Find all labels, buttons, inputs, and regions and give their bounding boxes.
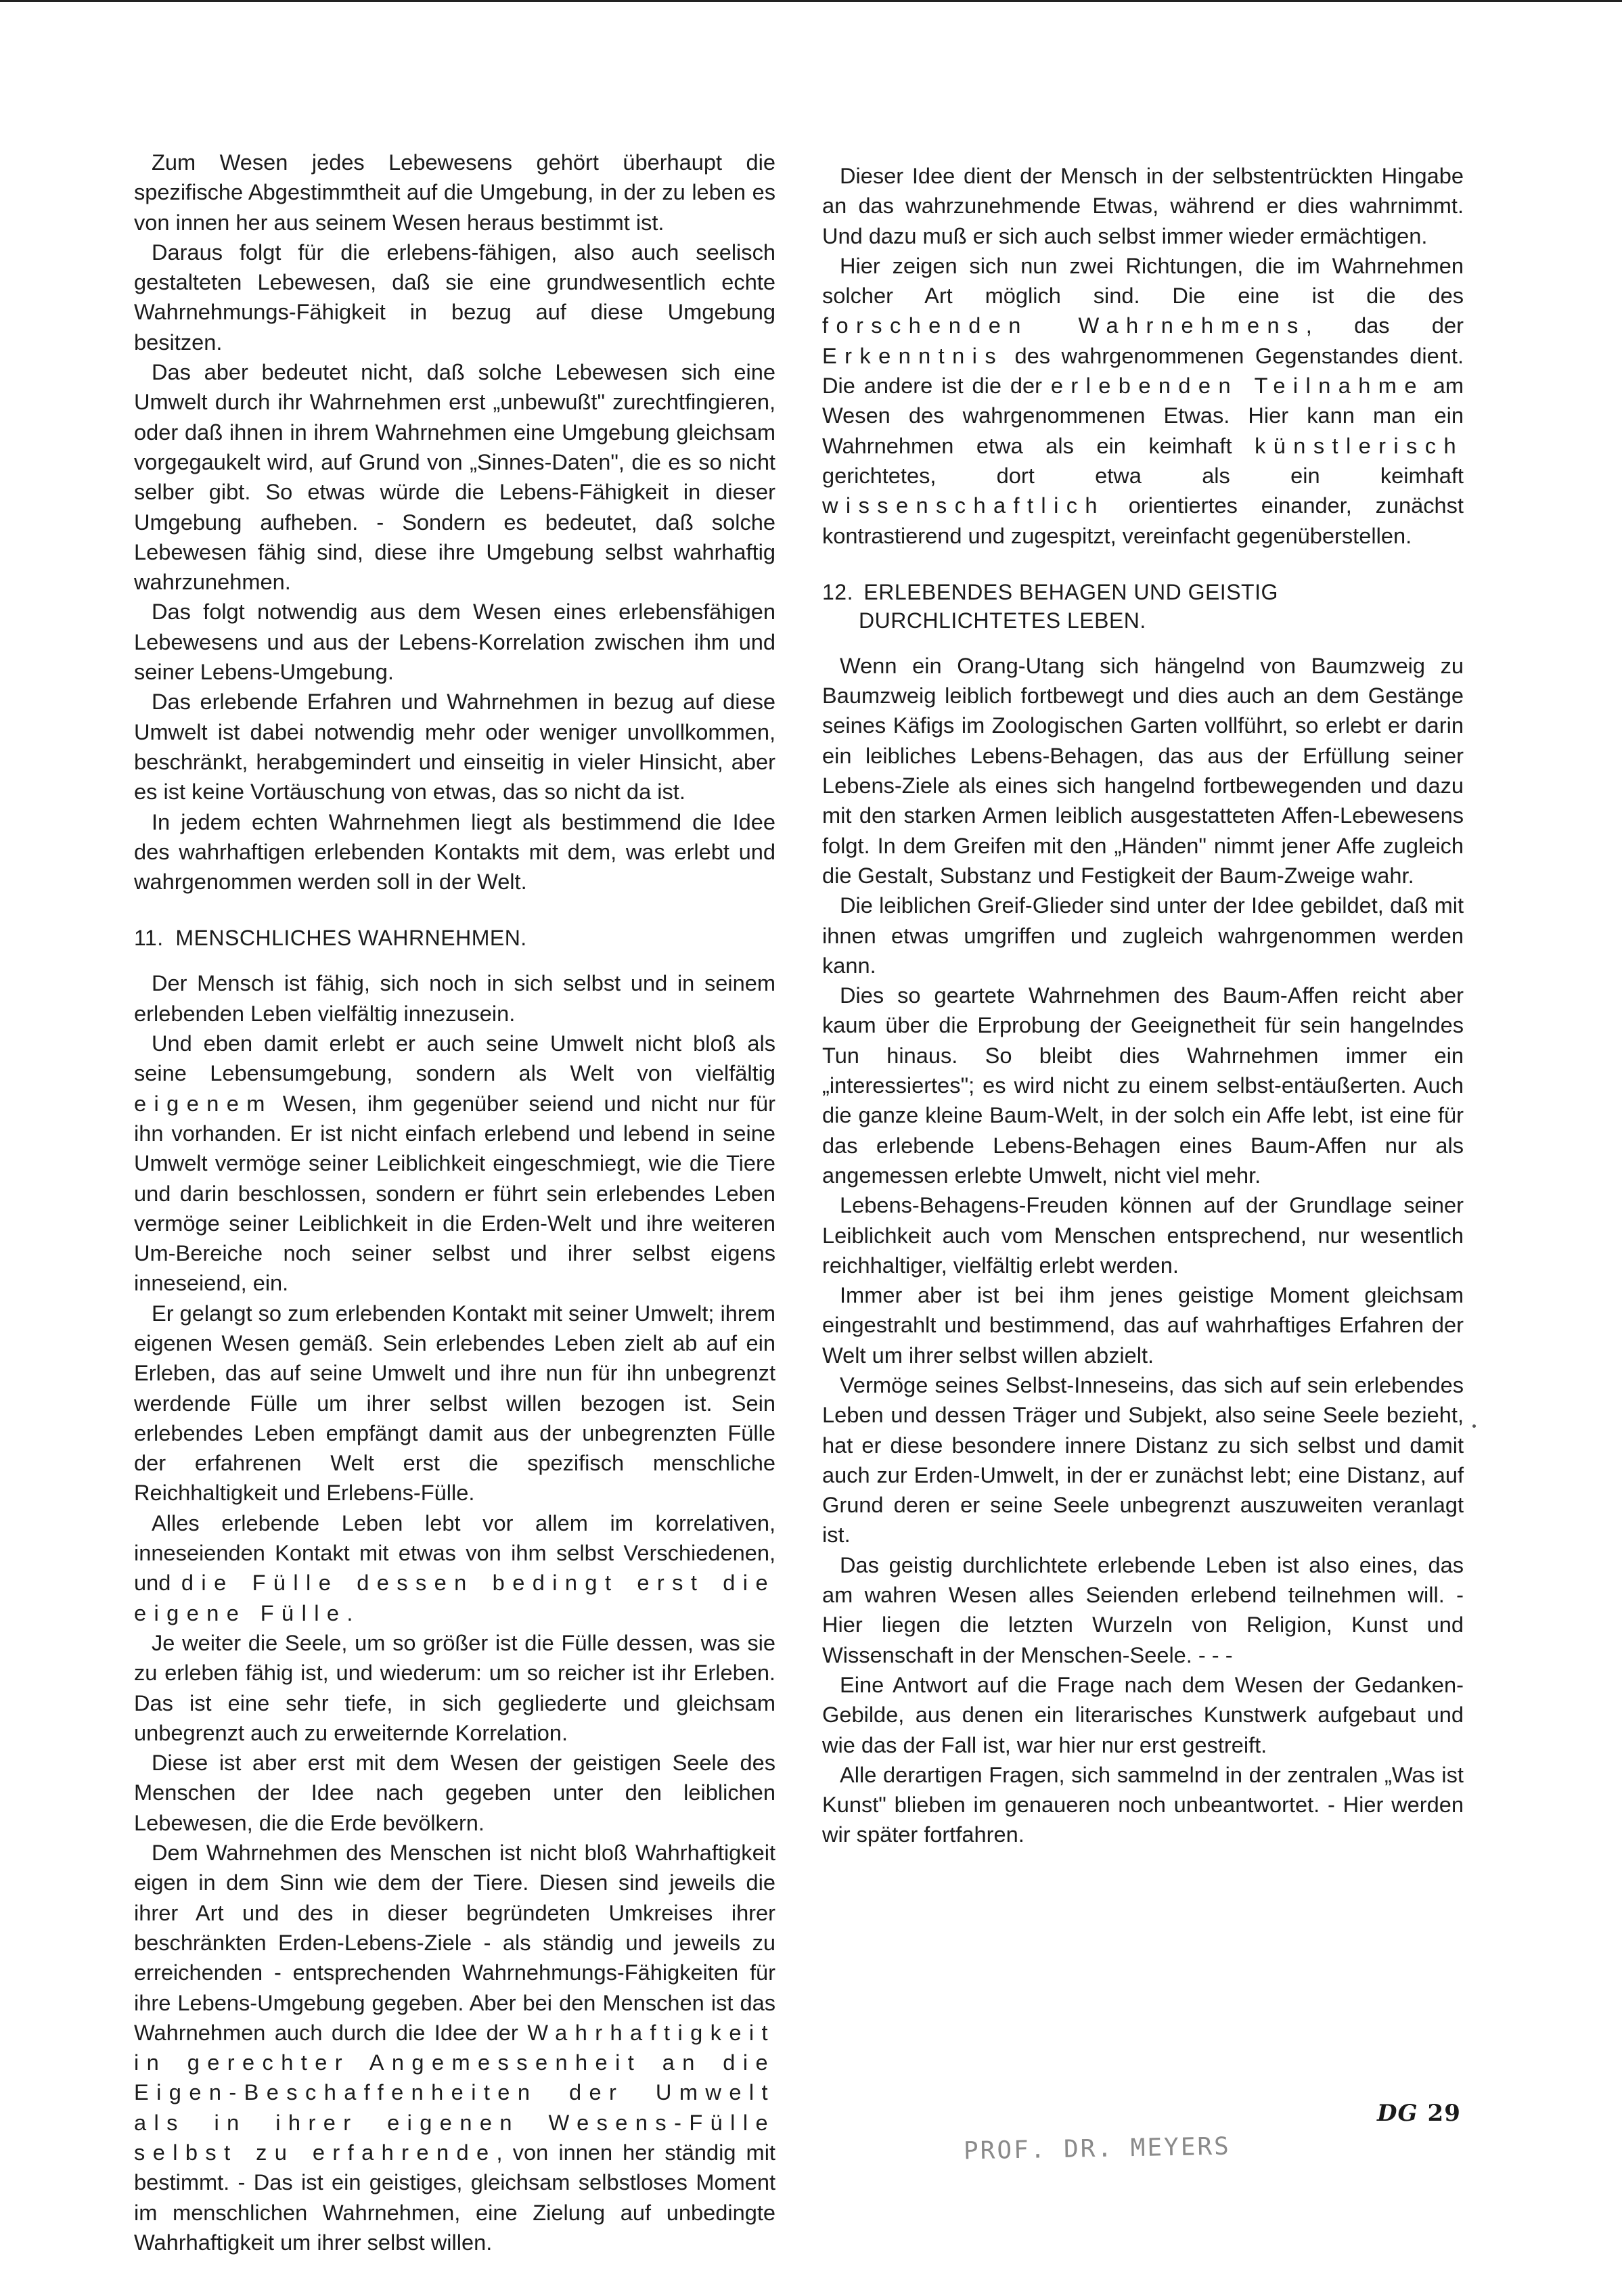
paragraph: Zum Wesen jedes Lebewesens gehört überhaupt die spezifische Abgestimmtheit auf die Umgebung, in der zu leben es von innen her aus seinem Wesen heraus bestimmt ist. <box>134 150 775 235</box>
paragraph: Das aber bedeutet nicht, daß solche Lebewesen sich eine Umwelt durch ihr Wahrnehmen erst „unbewußt" zurechtfingieren, oder daß ihnen in ihrem Wahrnehmen eine Umgebung gleichsam vorgegaukelt wird, auf Grund von „Sinnes-Daten", die es so nicht selber gibt. So etwas würde die Lebens-Fähigkeit in dieser Umgebung aufheben. - Sondern es bedeutet, daß solche Lebewesen fähig sind, diese ihre Umgebung selbst wahrhaftig wahrzunehmen. <box>134 359 775 595</box>
paragraph: Das erlebende Erfahren und Wahrnehmen in bezug auf diese Umwelt ist dabei notwendig mehr oder weniger unvollkommen, beschränkt, herabgemindert und einseitig in vieler Hinsicht, aber es ist keine Vortäuschung von etwas, das so nicht da ist. <box>134 689 775 805</box>
paragraph <box>134 1029 775 1299</box>
spaced-emphasis: Erkenntnis <box>822 342 1004 368</box>
section-title-line-1: ERLEBENDES BEHAGEN UND GEISTIG <box>863 579 1278 604</box>
paragraph: Dies so geartete Wahrnehmen des Baum-Affen reicht aber kaum über die Erprobung der Geeignetheit für sein hangelndes Tun hinaus. So bleibt dies Wahrnehmen immer ein „interessiertes"; es wird nicht zu einem selbst-entäußerten. Auch die ganze kleine Baum-Welt, in der solch ein Affe lebt, ist eine für das erlebende Lebens-Behagen eines Baum-Affen nur als angemessen erlebte Umwelt, nicht viel mehr. <box>822 983 1464 1188</box>
paragraph: Wenn ein Orang-Utang sich hängelnd von Baumzweig zu Baumzweig leiblich fortbewegt und dies auch an dem Gestänge seines Käfigs im Zoologischen Garten vollführt, so erlebt er darin ein leibliches Lebens-Behagen, das aus der Erfüllung seiner Lebens-Ziele als eines sich hangelnd fortbewegenden und dazu mit den starken Armen leiblich ausgestatteten Affen-Lebewesens folgt. In dem Greifen mit den „Händen" nimmt jener Affe zugleich die Gestalt, Substanz und Festigkeit der Baum-Zweige wahr. <box>822 652 1464 888</box>
text-run: am Wesen des wahrgenommenen Etwas. Hier kann man ein Wahrnehmen etwa als ein keimhaft <box>822 373 1464 458</box>
paragraph: Alle derartigen Fragen, sich sammelnd in der zentralen „Was ist Kunst" blieben im genaueren noch unbeantwortet. - Hier werden wir später fortfahren. <box>822 1761 1464 1847</box>
ownership-stamp: PROF. DR. MEYERS <box>963 2132 1232 2165</box>
paragraph: Lebens-Behagens-Freuden können auf der Grundlage seiner Leiblichkeit auch vom Menschen entsprechend, nur wesentlich reichhaltiger, vielfältig erlebt werden. <box>822 1192 1464 1278</box>
section-number: 12. <box>822 579 853 604</box>
text-run: Alles erlebende Leben lebt vor allem im korrelativen, inneseienden Kontakt mit etwas von ihm selbst Verschiedenen, und <box>134 1510 775 1596</box>
spaced-emphasis: wissenschaftlich <box>822 493 1105 518</box>
section-12-heading <box>822 578 1464 635</box>
text-run: , von innen her ständig mit bestimmt. - Das ist ein geistiges, gleichsam selbstloses Moment im menschlichen Wahrnehmen, eine Zielung auf unbedingte Wahrhaftigkeit um ihrer selbst willen. <box>134 2140 775 2255</box>
section-title-line-2: DURCHLICHTETES LEBEN. <box>859 608 1146 633</box>
paragraph: Immer aber ist bei ihm jenes geistige Moment gleichsam eingestrahlt und bestimmend, das auf wahrhaftiges Erfahren der Welt um ihrer selbst willen abzielt. <box>822 1282 1464 1368</box>
paragraph: Daraus folgt für die erlebens-fähigen, also auch seelisch gestalteten Lebewesen, daß sie eine grundwesentlich echte Wahrnehmungs-Fähigkeit in bezug auf diese Umgebung besitzen. <box>134 239 775 355</box>
paragraph: Diese ist aber erst mit dem Wesen der geistigen Seele des Menschen der Idee nach gegeben unter den leiblichen Lebewesen, die die Erde bevölkern. <box>134 1750 775 1835</box>
spaced-emphasis: künstlerisch <box>1255 432 1464 458</box>
spaced-emphasis: Wahrhaftigkeit in gerechter Angemessenheit an die Eigen-Beschaffenheiten der Umwelt als in ihrer eigenen Wesens-Fülle selbst zu erfahrende <box>134 2019 775 2165</box>
text-run: Dem Wahrnehmen des Menschen ist nicht bloß Wahrhaftigkeit eigen in dem Sinn wie dem der Tiere. Diesen sind jeweils die ihrer Art und des in dieser begründeten Umkreises ihrer beschränkten Erden-Lebens-Ziele - als ständig und jeweils zu erreichenden - entsprechenden Wahrnehmungs-Fähigkeiten für ihre Lebens-Umgebung gegeben. Aber bei den Menschen ist das Wahrnehmen auch durch die Idee der <box>134 1840 775 2045</box>
paragraph <box>822 251 1464 551</box>
text-run: Wesen, ihm gegenüber seiend und nicht nur für ihn vorhanden. Er ist nicht einfach erlebend und lebend in seine Umwelt vermöge seiner Leiblichkeit eingeschmiegt, wie die Tiere und darin beschlossen, sondern er führt sein erlebendes Leben vermöge seiner Leiblichkeit in die Erden-Welt und ihre weiteren Um-Bereiche noch seiner selbst und ihrer selbst eigens inneseiend, ein. <box>134 1090 775 1296</box>
paragraph: Vermöge seines Selbst-Inneseins, das sich auf sein erlebendes Leben und dessen Träger und Subjekt, also seine Seele bezieht, hat er diese besondere innere Distanz zu sich selbst und damit auch zur Erden-Umwelt, in der er zunächst lebt; eine Distanz, auf Grund deren er seine Seele unbegrenzt auszuweiten veranlagt ist. <box>822 1372 1464 1548</box>
paragraph <box>134 1838 775 2257</box>
text-run: des wahrgenommenen Gegenstandes dient. Die andere ist die der <box>822 342 1464 399</box>
text-run: Und eben damit erlebt er auch seine Umwelt nicht bloß als seine Lebensumgebung, sondern als Welt von vielfältig <box>134 1031 775 1086</box>
text-run: . <box>346 1600 353 1625</box>
top-rule <box>0 0 1622 2</box>
paragraph: Das folgt notwendig aus dem Wesen eines erlebensfähigen Lebewesens und aus der Lebens-Korrelation zwischen ihm und seiner Lebens-Umgebung. <box>134 599 775 685</box>
journal-abbreviation: DG <box>1377 2100 1418 2127</box>
left-column <box>134 148 775 2257</box>
text-run: orientiertes einander, zunächst kontrastierend und zugespitzt, vereinfacht gegenüberstellen. <box>822 493 1464 548</box>
spaced-emphasis: erlebenden Teilnahme <box>1050 373 1424 399</box>
spaced-emphasis: forschenden Wahrnehmens <box>822 313 1306 338</box>
paragraph: In jedem echten Wahrnehmen liegt als bestimmend die Idee des wahrhaftigen erlebenden Kontakts mit dem, was erlebt und wahrgenommen werden soll in der Welt. <box>134 809 775 895</box>
spaced-emphasis: die Fülle dessen bedingt erst die eigene Fülle <box>134 1570 775 1625</box>
section-number: 11. <box>134 926 164 951</box>
paragraph: Je weiter die Seele, um so größer ist die Fülle dessen, was sie zu erleben fähig ist, und wiederum: um so reicher ist ihr Erleben. Das ist eine sehr tiefe, in sich gegliederte und gleichsam unbegrenzt auch zu erweiternde Korrelation. <box>134 1629 775 1745</box>
right-column <box>822 161 1464 1850</box>
paragraph: Der Mensch ist fähig, sich noch in sich selbst und in seinem erlebenden Leben vielfältig innezusein. <box>134 970 775 1026</box>
margin-speck <box>1472 1424 1476 1428</box>
paragraph <box>134 1508 775 1628</box>
paragraph: Er gelangt so zum erlebenden Kontakt mit seiner Umwelt; ihrem eigenen Wesen gemäß. Sein erlebendes Leben zielt ab auf ein Erleben, das auf seine Umwelt und ihre nun für ihn unbegrenzt werdende Fülle um ihrer selbst willen bezogen ist. Sein erlebendes Leben empfängt damit aus der unbegrenzten Fülle der erfahrenen Welt erst die spezifisch menschliche Reichhaltigkeit und Erlebens-Fülle. <box>134 1300 775 1506</box>
text-run: Hier zeigen sich nun zwei Richtungen, die im Wahrnehmen solcher Art möglich sind. Die eine ist die des <box>822 252 1464 309</box>
paragraph: Eine Antwort auf die Frage nach dem Wesen der Gedanken-Gebilde, aus denen ein literarisches Kunstwerk aufgebaut und wie das der Fall ist, war hier nur erst gestreift. <box>822 1671 1464 1757</box>
text-run: gerichtetes, dort etwa als ein keimhaft <box>822 462 1464 488</box>
paragraph: Die leiblichen Greif-Glieder sind unter der Idee gebildet, daß mit ihnen etwas umgriffen und zugleich wahrgenommen werden kann. <box>822 893 1464 978</box>
text-run: , das der <box>1305 313 1464 338</box>
section-11-heading <box>134 924 775 952</box>
spaced-emphasis: eigenem <box>134 1090 273 1116</box>
paragraph: Das geistig durchlichtete erlebende Leben ist also eines, das am wahren Wesen alles Seienden erlebend teilnehmen will. - Hier liegen die letzten Wurzeln von Religion, Kunst und Wissenschaft in der Menschen-Seele. - - - <box>822 1552 1464 1667</box>
paragraph: Dieser Idee dient der Mensch in der selbstentrückten Hingabe an das wahrzunehmende Etwas, während er dies wahrnimmt. Und dazu muß er sich auch selbst immer wieder ermächtigen. <box>822 163 1464 248</box>
page-number: 29 <box>1427 2100 1461 2127</box>
page-folio <box>1377 2100 1461 2127</box>
section-title: MENSCHLICHES WAHRNEHMEN. <box>175 926 527 951</box>
